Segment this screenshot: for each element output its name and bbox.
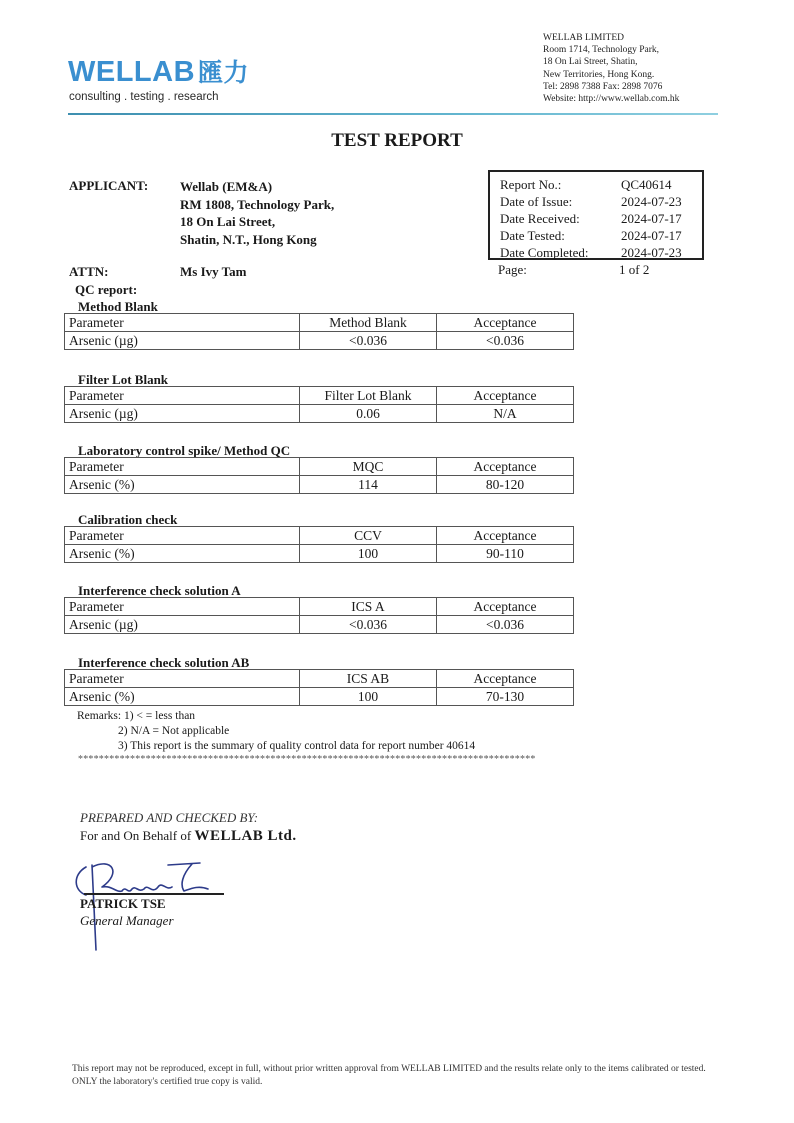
end-of-report-divider: **************************************************************************************** bbox=[78, 754, 536, 765]
table-header-row bbox=[65, 527, 574, 545]
parameter-cell: Arsenic (µg) bbox=[65, 332, 300, 350]
date-completed: 2024-07-23 bbox=[621, 245, 682, 260]
report-info-key: Date Completed: bbox=[500, 245, 589, 260]
result-cell: <0.036 bbox=[300, 616, 437, 634]
signer-title: General Manager bbox=[80, 913, 174, 928]
signature-line bbox=[84, 893, 224, 895]
on-behalf-line bbox=[80, 828, 297, 845]
company-address-line: 18 On Lai Street, Shatin, bbox=[543, 57, 638, 68]
logo-brand-cn: 匯力 bbox=[198, 59, 250, 87]
header-cell: CCV bbox=[300, 527, 437, 545]
report-info-key: Date Received: bbox=[500, 211, 580, 226]
header-cell: Parameter bbox=[65, 314, 300, 332]
header-cell: Acceptance bbox=[437, 670, 574, 688]
table-row bbox=[65, 545, 574, 563]
table-calibration-check bbox=[64, 526, 574, 563]
table-method-blank bbox=[64, 313, 574, 350]
report-number: QC40614 bbox=[621, 177, 672, 192]
table-row bbox=[65, 332, 574, 350]
table-row bbox=[65, 405, 574, 423]
applicant-address-line: RM 1808, Technology Park, bbox=[180, 196, 335, 212]
section-title-method-qc: Laboratory control spike/ Method QC bbox=[78, 443, 291, 458]
report-info-key: Report No.: bbox=[500, 177, 562, 192]
report-info-row bbox=[500, 193, 702, 210]
parameter-cell: Arsenic (µg) bbox=[65, 616, 300, 634]
report-info-row bbox=[500, 176, 702, 193]
attn-value: Ms Ivy Tam bbox=[180, 264, 247, 279]
page-value: 1 of 2 bbox=[619, 262, 650, 277]
header-cell: ICS A bbox=[300, 598, 437, 616]
table-header-row bbox=[65, 458, 574, 476]
on-behalf-prefix: For and On Behalf of bbox=[80, 828, 195, 843]
report-info-box bbox=[488, 170, 704, 260]
header-cell: Acceptance bbox=[437, 314, 574, 332]
acceptance-cell: <0.036 bbox=[437, 616, 574, 634]
section-title-ics-ab: Interference check solution AB bbox=[78, 655, 250, 670]
applicant-address-line: Shatin, N.T., Hong Kong bbox=[180, 231, 317, 247]
footer-disclaimer: This report may not be reproduced, except in full, without prior written approval from WELLAB LIMITED and the results relate only to the items calibrated or tested. ONLY the laboratory's certified true copy is valid. bbox=[72, 1064, 706, 1087]
date-received: 2024-07-17 bbox=[621, 211, 682, 226]
table-header-row bbox=[65, 670, 574, 688]
header-cell: Parameter bbox=[65, 527, 300, 545]
logo-tagline: consulting . testing . research bbox=[69, 91, 219, 103]
header-cell: Parameter bbox=[65, 598, 300, 616]
table-method-qc bbox=[64, 457, 574, 494]
acceptance-cell: 80-120 bbox=[437, 476, 574, 494]
prepared-by-label: PREPARED AND CHECKED BY: bbox=[80, 810, 259, 825]
company-website: Website: http://www.wellab.com.hk bbox=[543, 94, 680, 105]
header-cell: Acceptance bbox=[437, 387, 574, 405]
acceptance-cell: 70-130 bbox=[437, 688, 574, 706]
report-info-key: Date of Issue: bbox=[500, 194, 573, 209]
parameter-cell: Arsenic (%) bbox=[65, 545, 300, 563]
header-cell: Filter Lot Blank bbox=[300, 387, 437, 405]
page-title: TEST REPORT bbox=[331, 130, 463, 151]
remark-text: 1) < = less than bbox=[123, 710, 196, 722]
header-cell: Parameter bbox=[65, 670, 300, 688]
applicant-label: APPLICANT: bbox=[69, 178, 149, 193]
company-name: WELLAB LIMITED bbox=[543, 33, 624, 43]
report-info-row bbox=[500, 210, 702, 227]
result-cell: 0.06 bbox=[300, 405, 437, 423]
header-cell: Acceptance bbox=[437, 598, 574, 616]
header-cell: Acceptance bbox=[437, 527, 574, 545]
company-address-line: New Territories, Hong Kong. bbox=[543, 69, 655, 80]
report-info-key: Date Tested: bbox=[500, 228, 565, 243]
parameter-cell: Arsenic (µg) bbox=[65, 405, 300, 423]
date-tested: 2024-07-17 bbox=[621, 228, 682, 243]
company-address-block bbox=[543, 32, 679, 105]
company-logo bbox=[68, 58, 249, 87]
result-cell: 114 bbox=[300, 476, 437, 494]
table-row bbox=[65, 688, 574, 706]
attn-label: ATTN: bbox=[69, 264, 109, 279]
qc-report-label: QC report: bbox=[75, 282, 138, 297]
report-info-row bbox=[500, 227, 702, 244]
applicant-address-line: 18 On Lai Street, bbox=[180, 214, 276, 229]
parameter-cell: Arsenic (%) bbox=[65, 476, 300, 494]
table-row bbox=[65, 476, 574, 494]
header-cell: Parameter bbox=[65, 458, 300, 476]
remark-item: 3) This report is the summary of quality control data for report number 40614 bbox=[118, 740, 476, 752]
header-cell: MQC bbox=[300, 458, 437, 476]
table-ics-ab bbox=[64, 669, 574, 706]
section-title-ics-a: Interference check solution A bbox=[78, 583, 241, 598]
section-title-filter-lot-blank: Filter Lot Blank bbox=[78, 372, 169, 387]
date-of-issue: 2024-07-23 bbox=[621, 194, 682, 209]
logo-brand: WELLAB bbox=[68, 56, 196, 88]
table-ics-a bbox=[64, 597, 574, 634]
remark-item: 2) N/A = Not applicable bbox=[118, 725, 230, 737]
acceptance-cell: N/A bbox=[437, 405, 574, 423]
acceptance-cell: <0.036 bbox=[437, 332, 574, 350]
table-filter-lot-blank bbox=[64, 386, 574, 423]
section-title-calibration-check: Calibration check bbox=[78, 512, 178, 527]
result-cell: 100 bbox=[300, 545, 437, 563]
parameter-cell: Arsenic (%) bbox=[65, 688, 300, 706]
page-indicator bbox=[498, 262, 649, 278]
header-cell: Acceptance bbox=[437, 458, 574, 476]
result-cell: <0.036 bbox=[300, 332, 437, 350]
applicant-address bbox=[180, 178, 334, 248]
company-address-line: Room 1714, Technology Park, bbox=[543, 45, 660, 56]
header-cell: Parameter bbox=[65, 387, 300, 405]
report-info-row bbox=[500, 244, 702, 261]
result-cell: 100 bbox=[300, 688, 437, 706]
applicant-name: Wellab (EM&A) bbox=[180, 179, 273, 194]
section-title-method-blank: Method Blank bbox=[78, 299, 158, 314]
table-header-row bbox=[65, 387, 574, 405]
table-row bbox=[65, 616, 574, 634]
company-contact: Tel: 2898 7388 Fax: 2898 7076 bbox=[543, 81, 663, 92]
remarks bbox=[77, 709, 475, 754]
remarks-label: Remarks: bbox=[77, 710, 122, 722]
header-cell: ICS AB bbox=[300, 670, 437, 688]
acceptance-cell: 90-110 bbox=[437, 545, 574, 563]
page-label: Page: bbox=[498, 262, 527, 277]
signer-name: PATRICK TSE bbox=[80, 896, 166, 911]
header-divider bbox=[68, 113, 718, 115]
remark-item bbox=[77, 709, 475, 724]
table-header-row bbox=[65, 598, 574, 616]
table-header-row bbox=[65, 314, 574, 332]
header-cell: Method Blank bbox=[300, 314, 437, 332]
on-behalf-company: WELLAB Ltd. bbox=[194, 828, 297, 844]
